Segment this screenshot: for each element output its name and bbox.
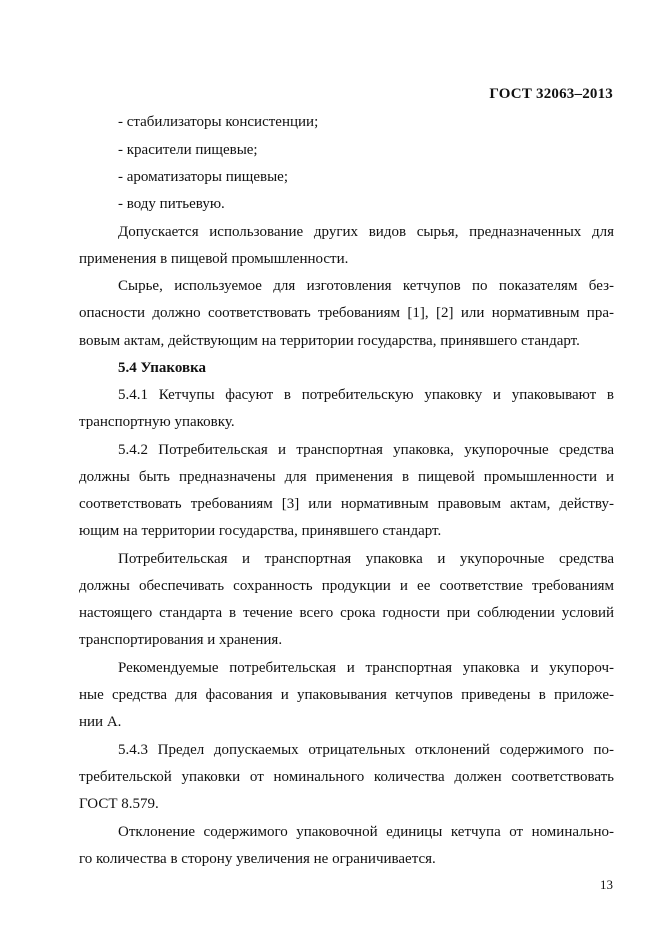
paragraph-line: 5.4.3 Предел допускаемых отрицательных отклонений содержимого по-: [118, 742, 614, 758]
paragraph-line: применения в пищевой промышленности.: [79, 251, 349, 267]
list-item-colorants: - красители пищевые;: [118, 142, 258, 158]
section-heading: 5.4 Упаковка: [118, 360, 207, 376]
paragraph-line: Отклонение содержимого упаковочной единицы кетчупа от номинально-: [118, 824, 614, 840]
list-item-water: - воду питьевую.: [118, 196, 225, 212]
paragraph-line: требительской упаковки от номинального количества должен соответствовать: [79, 769, 614, 785]
paragraph-line: Рекомендуемые потребительская и транспортная упаковка и укупороч-: [118, 660, 614, 676]
paragraph-line: ГОСТ 8.579.: [79, 796, 159, 812]
paragraph-line: го количества в сторону увеличения не ограничивается.: [79, 851, 436, 867]
paragraph-line: настоящего стандарта в течение всего срока годности при соблюдении условий: [79, 605, 614, 621]
paragraph-line: опасности должно соответствовать требованиям [1], [2] или нормативным пра-: [79, 305, 614, 321]
paragraph-line: Сырье, используемое для изготовления кетчупов по показателям без-: [118, 278, 614, 294]
paragraph-line: нии А.: [79, 714, 122, 730]
paragraph-line: 5.4.2 Потребительская и транспортная упаковка, укупорочные средства: [118, 442, 614, 458]
paragraph-line: соответствовать требованиям [3] или нормативным правовым актам, действу-: [79, 496, 614, 512]
paragraph-line: ющим на территории государства, принявшего стандарт.: [79, 523, 442, 539]
paragraph-line: транспортирования и хранения.: [79, 632, 283, 648]
paragraph-line: ные средства для фасования и упаковывания кетчупов приведены в приложе-: [79, 687, 614, 703]
paragraph-line: должны обеспечивать сохранность продукции и ее соответствие требованиям: [79, 578, 614, 594]
list-item-stabilizers: - стабилизаторы консистенции;: [118, 114, 319, 130]
list-item-flavorings: - ароматизаторы пищевые;: [118, 169, 288, 185]
paragraph-line: Допускается использование других видов сырья, предназначенных для: [118, 224, 614, 240]
paragraph-line: должны быть предназначены для применения в пищевой промышленности и: [79, 469, 614, 485]
paragraph-line: 5.4.1 Кетчупы фасуют в потребительскую упаковку и упаковывают в: [118, 387, 614, 403]
paragraph-line: Потребительская и транспортная упаковка и укупорочные средства: [118, 551, 614, 567]
page-number: 13: [600, 877, 613, 892]
paragraph-line: вовым актам, действующим на территории государства, принявшего стандарт.: [79, 333, 580, 349]
document-number-header: ГОСТ 32063–2013: [489, 86, 613, 102]
paragraph-line: транспортную упаковку.: [79, 414, 235, 430]
